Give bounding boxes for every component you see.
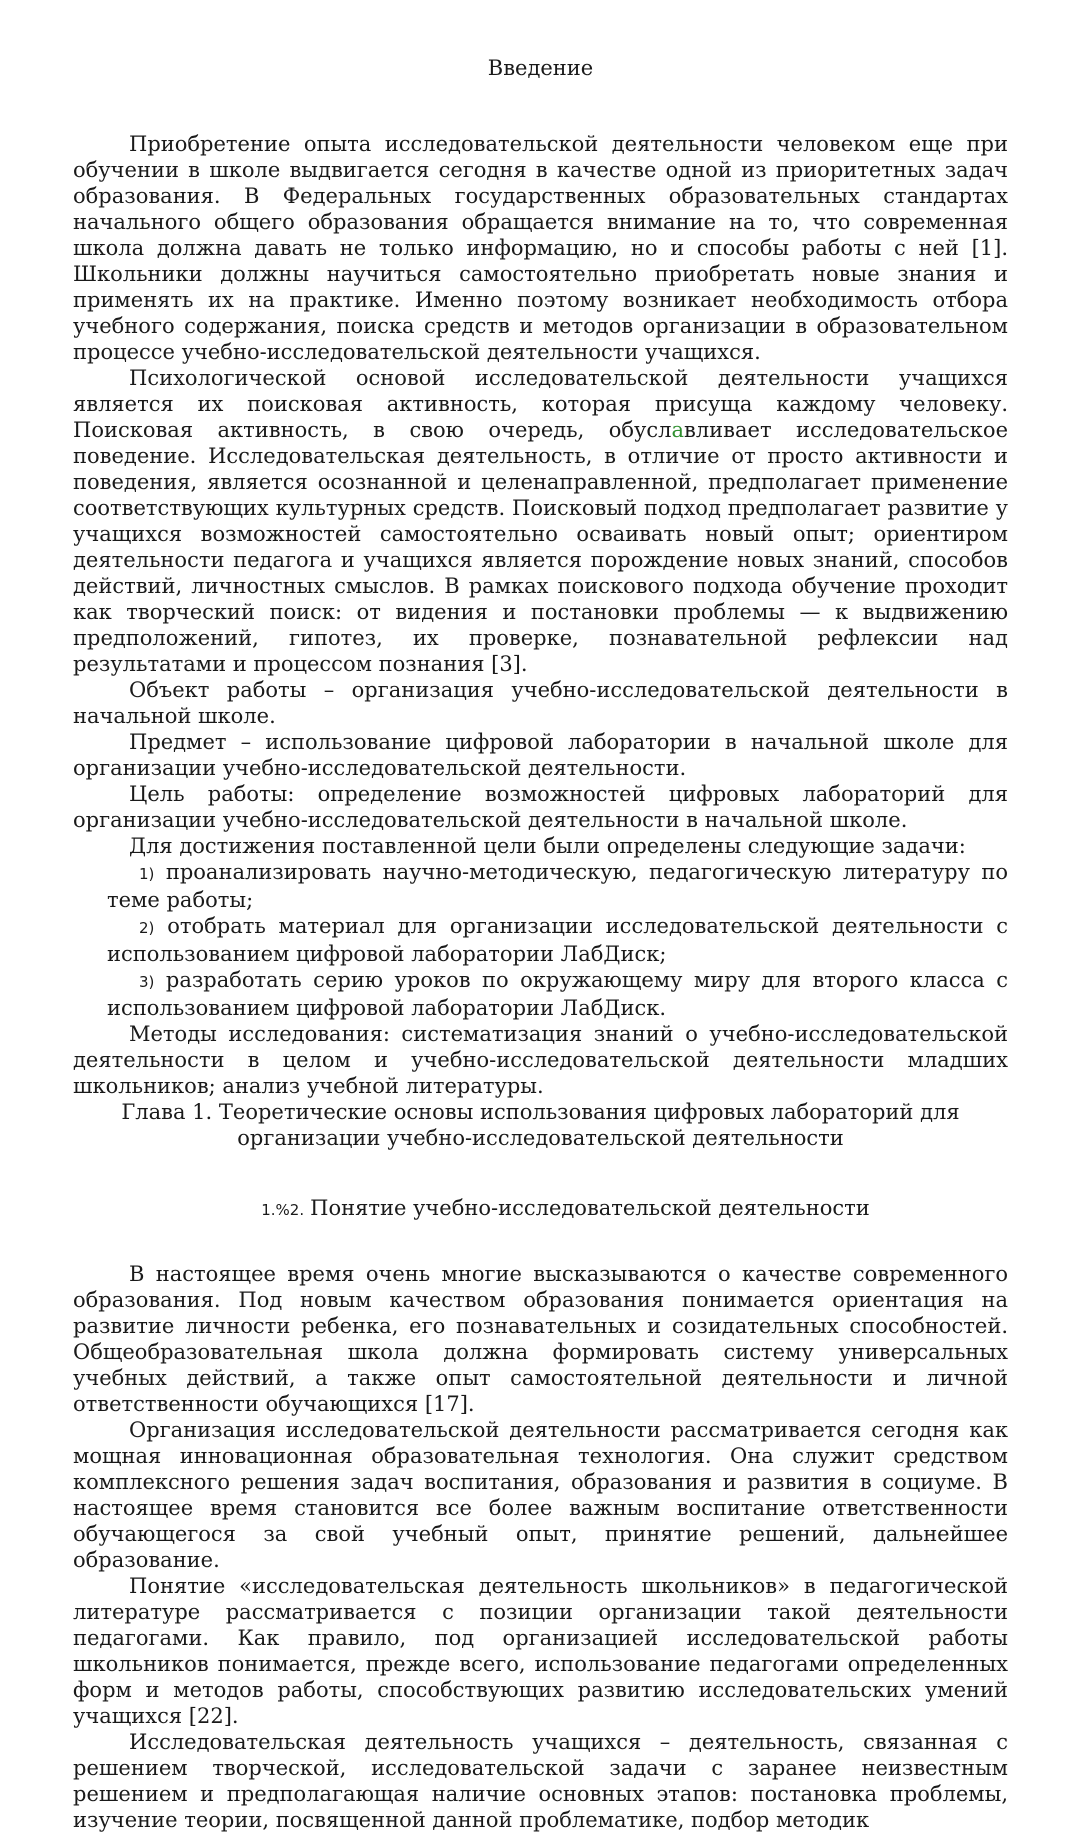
paragraph-part: вливает исследовательское поведение. Исследовательская деятельность, в отличие от просто активности и поведения, является осознанной и целенаправленной, предполагает применение соответствующих культурных средств. Поисковый подход предполагает развитие у учащихся возможностей самостоятельно осваивать новый опыт; ориентиром деятельности педагога и учащихся является порождение новых знаний, способов действий, личностных смыслов. В рамках поискового подхода обучение проходит как творческий поиск: от видения и постановки проблемы — к выдвижению предположений, гипотез, их проверке, познавательной рефлексии над результатами и процессом познания [3]. bbox=[73, 418, 1008, 676]
paragraph-subject: Предмет – использование цифровой лаборатории в начальной школе для организации учебно-исследовательской деятельности. bbox=[73, 730, 1008, 780]
highlighted-letter: а bbox=[671, 418, 685, 442]
paragraph-object: Объект работы – организация учебно-исследовательской деятельности в начальной школе. bbox=[73, 678, 1008, 728]
paragraph: Приобретение опыта исследовательской деятельности человеком еще при обучении в школе выдвигается сегодня в качестве одной из приоритетных задач образования. В Федеральных государственных образовательных стандартах начального общего образования обращается внимание на то, что современная школа должна давать не только информацию, но и способы работы с ней [1]. Школьники должны научиться самостоятельно приобретать новые знания и применять их на практике. Именно поэтому возникает необходимость отбора учебного содержания, поиска средств и методов организации в образовательном процессе учебно-исследовательской деятельности учащихся. bbox=[73, 132, 1008, 364]
paragraph: Организация исследовательской деятельности рассматривается сегодня как мощная инновационная образовательная технология. Она служит средством комплексного решения задач воспитания, образования и развития в социуме. В настоящее время становится все более важным воспитание ответственности обучающегося за свой учебный опыт, принятие решений, дальнейшее образование. bbox=[73, 1418, 1008, 1572]
paragraph: В настоящее время очень многие высказываются о качестве современного образования. Под новым качеством образования понимается ориентация на развитие личности ребенка, его познавательных и созидательных способностей. Общеобразовательная школа должна формировать систему универсальных учебных действий, а также опыт самостоятельной деятельности и личной ответственности обучающихся [17]. bbox=[73, 1262, 1008, 1416]
list-item-text: проанализировать научно-методическую, педагогическую литературу по теме работы; bbox=[107, 860, 1008, 912]
list-item-text: разработать серию уроков по окружающему миру для второго класса с использованием цифровой лаборатории ЛабДиск. bbox=[107, 968, 1008, 1020]
list-number: 1) bbox=[139, 865, 155, 883]
list-number: 3) bbox=[139, 973, 155, 991]
list-item bbox=[107, 967, 1008, 1021]
section-title: Понятие учебно-исследовательской деятельности bbox=[310, 1196, 870, 1220]
list-number: 2) bbox=[139, 919, 155, 937]
section-heading bbox=[73, 1195, 1008, 1223]
paragraph: Понятие «исследовательская деятельность школьников» в педагогической литературе рассматривается с позиции организации такой деятельности педагогами. Как правило, под организацией исследовательской работы школьников понимается, прежде всего, использование педагогами определенных форм и методов работы, способствующих развитию исследовательских умений учащихся [22]. bbox=[73, 1574, 1008, 1728]
paragraph-part: Психологической основой исследовательской деятельности учащихся является их поисковая активность, которая присуща каждому человеку. Поисковая активность, в свою очередь, обусл bbox=[73, 366, 1008, 442]
paragraph-tasks-intro: Для достижения поставленной цели были определены следующие задачи: bbox=[129, 834, 966, 858]
list-item-text: отобрать материал для организации исследовательской деятельности с использованием цифровой лаборатории ЛабДиск; bbox=[107, 914, 1008, 966]
paragraph-methods: Методы исследования: систематизация знаний о учебно-исследовательской деятельности в целом и учебно-исследовательской деятельности младших школьников; анализ учебной литературы. bbox=[73, 1022, 1008, 1098]
chapter-heading: Глава 1. Теоретические основы использования цифровых лабораторий для организации учебно-исследовательской деятельности bbox=[121, 1100, 960, 1150]
page-title: Введение bbox=[487, 56, 594, 80]
section-number: 1.%2. bbox=[261, 1201, 305, 1219]
list-item bbox=[107, 859, 1008, 913]
list-item bbox=[107, 913, 1008, 967]
paragraph: Исследовательская деятельность учащихся – деятельность, связанная с решением творческой, исследовательской задачи с заранее неизвестным решением и предполагающая наличие основных этапов: постановка проблемы, изучение теории, посвященной данной проблематике, подбор методик bbox=[73, 1730, 1008, 1832]
paragraph bbox=[73, 365, 1008, 677]
text-flow bbox=[73, 131, 1008, 1833]
paragraph-goal: Цель работы: определение возможностей цифровых лабораторий для организации учебно-исследовательской деятельности в начальной школе. bbox=[73, 782, 1008, 832]
